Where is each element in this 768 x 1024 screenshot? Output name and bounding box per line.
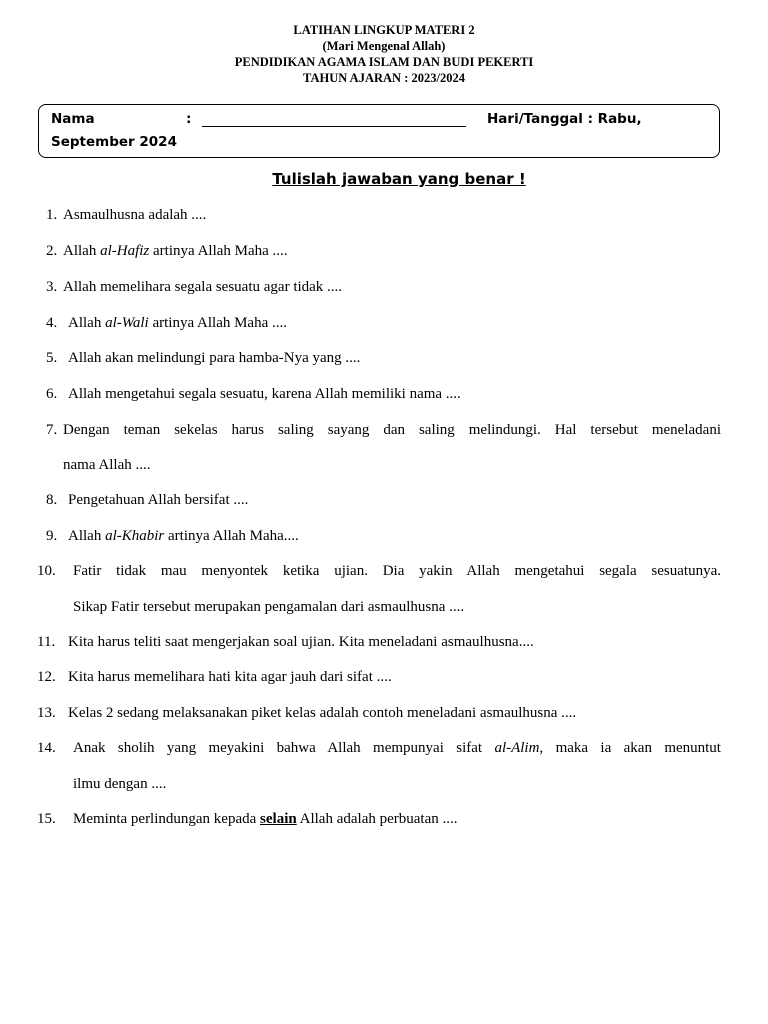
date-label: Hari/Tanggal : Rabu, xyxy=(487,111,642,127)
question-text: Allah al-Wali artinya Allah Maha .... xyxy=(68,315,287,331)
question-number: 3. xyxy=(46,279,58,295)
question-text: Allah memelihara segala sesuatu agar tidak .... xyxy=(63,279,343,295)
question-text: Fatir tidak mau menyontek ketika ujian. Dia yakin Allah mengetahui segala sesuatunya. xyxy=(73,563,721,579)
question-number: 2. xyxy=(46,243,58,259)
name-colon: : xyxy=(186,111,192,127)
question-number: 10. xyxy=(37,563,56,579)
question-text: Dengan teman sekelas harus saling sayang dan saling melindungi. Hal tersebut meneladani xyxy=(63,422,721,438)
question-text: Asmaulhusna adalah .... xyxy=(63,207,207,223)
question-number: 14. xyxy=(37,740,56,756)
question-number: 13. xyxy=(37,705,56,721)
emphasized-word: selain xyxy=(260,811,297,827)
question-text: Kita harus teliti saat mengerjakan soal ujian. Kita meneladani asmaulhusna.... xyxy=(68,634,534,650)
question-text-continued: nama Allah .... xyxy=(63,457,151,473)
question-text: Meminta perlindungan kepada selain Allah adalah perbuatan .... xyxy=(73,811,458,827)
question-text: Allah akan melindungi para hamba-Nya yang .... xyxy=(68,350,361,366)
question-number: 1. xyxy=(46,207,58,223)
question-number: 12. xyxy=(37,669,56,685)
header-title: LATIHAN LINGKUP MATERI 2 xyxy=(293,23,475,37)
date-continuation: September 2024 xyxy=(51,134,177,150)
name-field-line[interactable] xyxy=(202,126,466,127)
name-label: Nama xyxy=(51,111,95,127)
question-text: Allah mengetahui segala sesuatu, karena Allah memiliki nama .... xyxy=(68,386,461,402)
asmaulhusna-term: al-Alim xyxy=(494,740,540,756)
question-number: 15. xyxy=(37,811,56,827)
question-text: Allah al-Hafiz artinya Allah Maha .... xyxy=(63,243,288,259)
question-number: 9. xyxy=(46,528,58,544)
header-subject: PENDIDIKAN AGAMA ISLAM DAN BUDI PEKERTI xyxy=(234,55,534,69)
question-text: Pengetahuan Allah bersifat .... xyxy=(68,492,249,508)
student-info-box xyxy=(38,104,720,158)
asmaulhusna-term: al-Hafiz xyxy=(100,243,150,259)
question-text-continued: Sikap Fatir tersebut merupakan pengamalan dari asmaulhusna .... xyxy=(73,599,465,615)
asmaulhusna-term: al-Wali xyxy=(105,315,149,331)
question-text: Kelas 2 sedang melaksanakan piket kelas adalah contoh meneladani asmaulhusna .... xyxy=(68,705,577,721)
question-text: Kita harus memelihara hati kita agar jauh dari sifat .... xyxy=(68,669,392,685)
question-text: Allah al-Khabir artinya Allah Maha.... xyxy=(68,528,299,544)
question-number: 6. xyxy=(46,386,58,402)
question-number: 7. xyxy=(46,422,58,438)
header-school-year: TAHUN AJARAN : 2023/2024 xyxy=(303,71,465,85)
question-number: 11. xyxy=(37,634,56,650)
question-number: 4. xyxy=(46,315,58,331)
question-number: 8. xyxy=(46,492,58,508)
worksheet-header xyxy=(0,22,768,86)
question-number: 5. xyxy=(46,350,58,366)
header-subtitle: (Mari Mengenal Allah) xyxy=(322,39,446,53)
question-text-continued: ilmu dengan .... xyxy=(73,776,167,792)
asmaulhusna-term: al-Khabir xyxy=(105,528,165,544)
instruction-heading: Tulislah jawaban yang benar ! xyxy=(272,170,526,188)
question-text: Anak sholih yang meyakini bahwa Allah mempunyai sifat al-Alim, maka ia akan menuntut xyxy=(73,740,721,756)
